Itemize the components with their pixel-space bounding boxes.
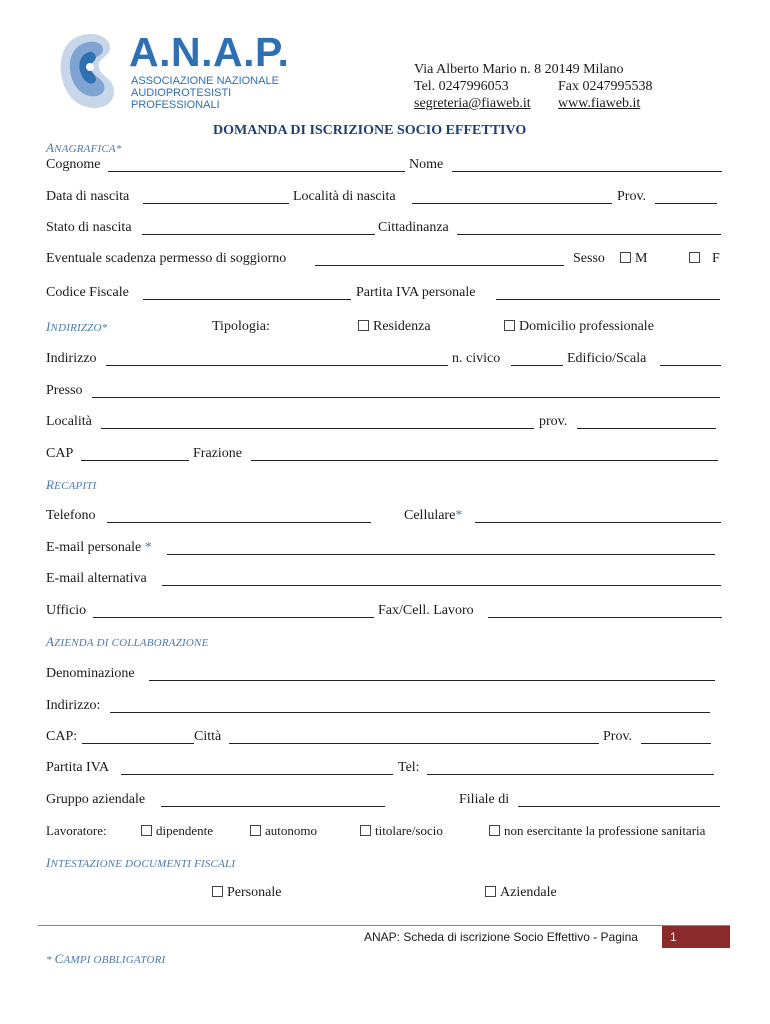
label-cap-azienda: CAP: [46, 729, 78, 744]
email-personale-field[interactable] [167, 554, 715, 555]
label-prov-azienda: Prov. [603, 729, 633, 744]
citta-field[interactable] [229, 743, 599, 744]
telefono-field[interactable] [107, 522, 371, 523]
filiale-field[interactable] [518, 806, 720, 807]
label-tipologia: Tipologia: [212, 319, 270, 334]
contact-email-link[interactable]: segreteria@fiaweb.it [414, 96, 531, 111]
checkbox-icon [504, 320, 515, 331]
contact-address: Via Alberto Mario n. 8 20149 Milano [414, 62, 624, 77]
form-title: DOMANDA DI ISCRIZIONE SOCIO EFFETTIVO [213, 123, 527, 138]
footer-divider [38, 925, 730, 926]
cognome-field[interactable] [108, 171, 405, 172]
label-indirizzo: Indirizzo [46, 351, 97, 366]
label-partita-iva-azienda: Partita IVA [46, 760, 110, 775]
localita-nascita-field[interactable] [412, 203, 612, 204]
prov-nascita-field[interactable] [655, 203, 717, 204]
checkbox-icon [360, 825, 371, 836]
autonomo-checkbox[interactable]: autonomo [250, 823, 317, 839]
prov-indirizzo-field[interactable] [577, 428, 716, 429]
data-nascita-field[interactable] [143, 203, 289, 204]
checkbox-icon [489, 825, 500, 836]
label-nome: Nome [409, 157, 444, 172]
section-indirizzo: INDIRIZZO* [46, 319, 108, 334]
contact-website-link[interactable]: www.fiaweb.it [558, 96, 641, 111]
label-stato-nascita: Stato di nascita [46, 220, 132, 235]
checkbox-icon [689, 252, 700, 263]
label-frazione: Frazione [193, 446, 242, 461]
section-anagrafica: ANAGRAFICA* [46, 140, 122, 155]
label-denominazione: Denominazione [46, 666, 135, 681]
personale-checkbox[interactable]: Personale [212, 885, 281, 901]
codice-fiscale-field[interactable] [143, 299, 351, 300]
page-number-badge: 1 [662, 926, 730, 948]
edificio-field[interactable] [660, 365, 721, 366]
partita-iva-azienda-field[interactable] [121, 774, 393, 775]
label-cognome: Cognome [46, 157, 101, 172]
cellulare-field[interactable] [475, 522, 721, 523]
presso-field[interactable] [92, 397, 720, 398]
checkbox-icon [212, 886, 223, 897]
scadenza-permesso-field[interactable] [315, 265, 564, 266]
checkbox-icon [358, 320, 369, 331]
logo-acronym: A.N.A.P. [129, 29, 290, 75]
logo-line-1: ASSOCIAZIONE NAZIONALE [131, 75, 279, 87]
section-recapiti: RECAPITI [46, 477, 97, 492]
logo-line-2: AUDIOPROTESISTI [131, 87, 232, 99]
prov-azienda-field[interactable] [641, 743, 711, 744]
fax-cell-field[interactable] [488, 617, 722, 618]
anap-logo [55, 29, 290, 115]
checkbox-icon [620, 252, 631, 263]
nome-field[interactable] [452, 171, 722, 172]
denominazione-field[interactable] [149, 680, 715, 681]
label-email-personale: E-mail personale * [46, 540, 152, 555]
dipendente-checkbox[interactable]: dipendente [141, 823, 213, 839]
ufficio-field[interactable] [93, 617, 374, 618]
label-indirizzo-azienda: Indirizzo: [46, 698, 101, 713]
section-azienda: AZIENDA DI COLLABORAZIONE [46, 634, 209, 649]
label-gruppo: Gruppo aziendale [46, 792, 146, 807]
indirizzo-azienda-field[interactable] [110, 712, 710, 713]
gruppo-field[interactable] [161, 806, 385, 807]
contact-fax: Fax 0247995538 [558, 79, 653, 94]
label-presso: Presso [46, 383, 83, 398]
label-sesso: Sesso [573, 251, 605, 266]
label-prov-indirizzo: prov. [539, 414, 568, 429]
cap-azienda-field[interactable] [82, 743, 194, 744]
localita-field[interactable] [101, 428, 534, 429]
label-edificio: Edificio/Scala [567, 351, 647, 366]
label-cittadinanza: Cittadinanza [378, 220, 449, 235]
label-partita-iva-personale: Partita IVA personale [356, 285, 476, 300]
cap-field[interactable] [81, 460, 189, 461]
tel-azienda-field[interactable] [427, 774, 714, 775]
label-cellulare: Cellulare* [404, 508, 463, 523]
checkbox-icon [485, 886, 496, 897]
contact-tel: Tel. 0247996053 [414, 79, 509, 94]
sesso-f-checkbox[interactable]: F [689, 251, 720, 267]
non-esercitante-checkbox[interactable]: non esercitante la professione sanitaria [489, 823, 705, 839]
label-fax-cell: Fax/Cell. Lavoro [378, 603, 474, 618]
label-localita-nascita: Località di nascita [293, 189, 396, 204]
ear-emblem-icon [55, 30, 127, 112]
label-data-nascita: Data di nascita [46, 189, 130, 204]
checkbox-icon [250, 825, 261, 836]
label-cap: CAP [46, 446, 74, 461]
footer-text: ANAP: Scheda di iscrizione Socio Effettivo - Pagina [364, 930, 638, 944]
titolare-checkbox[interactable]: titolare/socio [360, 823, 443, 839]
partita-iva-personale-field[interactable] [496, 299, 720, 300]
label-email-alternativa: E-mail alternativa [46, 571, 147, 586]
cittadinanza-field[interactable] [457, 234, 721, 235]
label-tel-azienda: Tel: [398, 760, 420, 775]
campi-obbligatori-note: * CAMPI OBBLIGATORI [46, 951, 166, 966]
domicilio-checkbox[interactable]: Domicilio professionale [504, 319, 654, 335]
email-alternativa-field[interactable] [162, 585, 721, 586]
label-filiale: Filiale di [459, 792, 510, 807]
label-telefono: Telefono [46, 508, 96, 523]
label-codice-fiscale: Codice Fiscale [46, 285, 129, 300]
label-scadenza-permesso: Eventuale scadenza permesso di soggiorno [46, 251, 287, 266]
label-localita: Località [46, 414, 92, 429]
residenza-checkbox[interactable]: Residenza [358, 319, 431, 335]
logo-line-3: PROFESSIONALI [131, 99, 220, 111]
indirizzo-field[interactable] [106, 365, 448, 366]
label-lavoratore: Lavoratore: [46, 823, 107, 838]
section-intestazione: INTESTAZIONE DOCUMENTI FISCALI [46, 855, 236, 870]
frazione-field[interactable] [251, 460, 718, 461]
aziendale-checkbox[interactable]: Aziendale [485, 885, 557, 901]
sesso-m-checkbox[interactable]: M [620, 251, 647, 267]
label-citta: Città [194, 729, 222, 744]
stato-nascita-field[interactable] [142, 234, 375, 235]
label-civico: n. civico [452, 351, 501, 366]
label-prov-nascita: Prov. [617, 189, 647, 204]
label-ufficio: Ufficio [46, 603, 87, 618]
checkbox-icon [141, 825, 152, 836]
civico-field[interactable] [511, 365, 563, 366]
